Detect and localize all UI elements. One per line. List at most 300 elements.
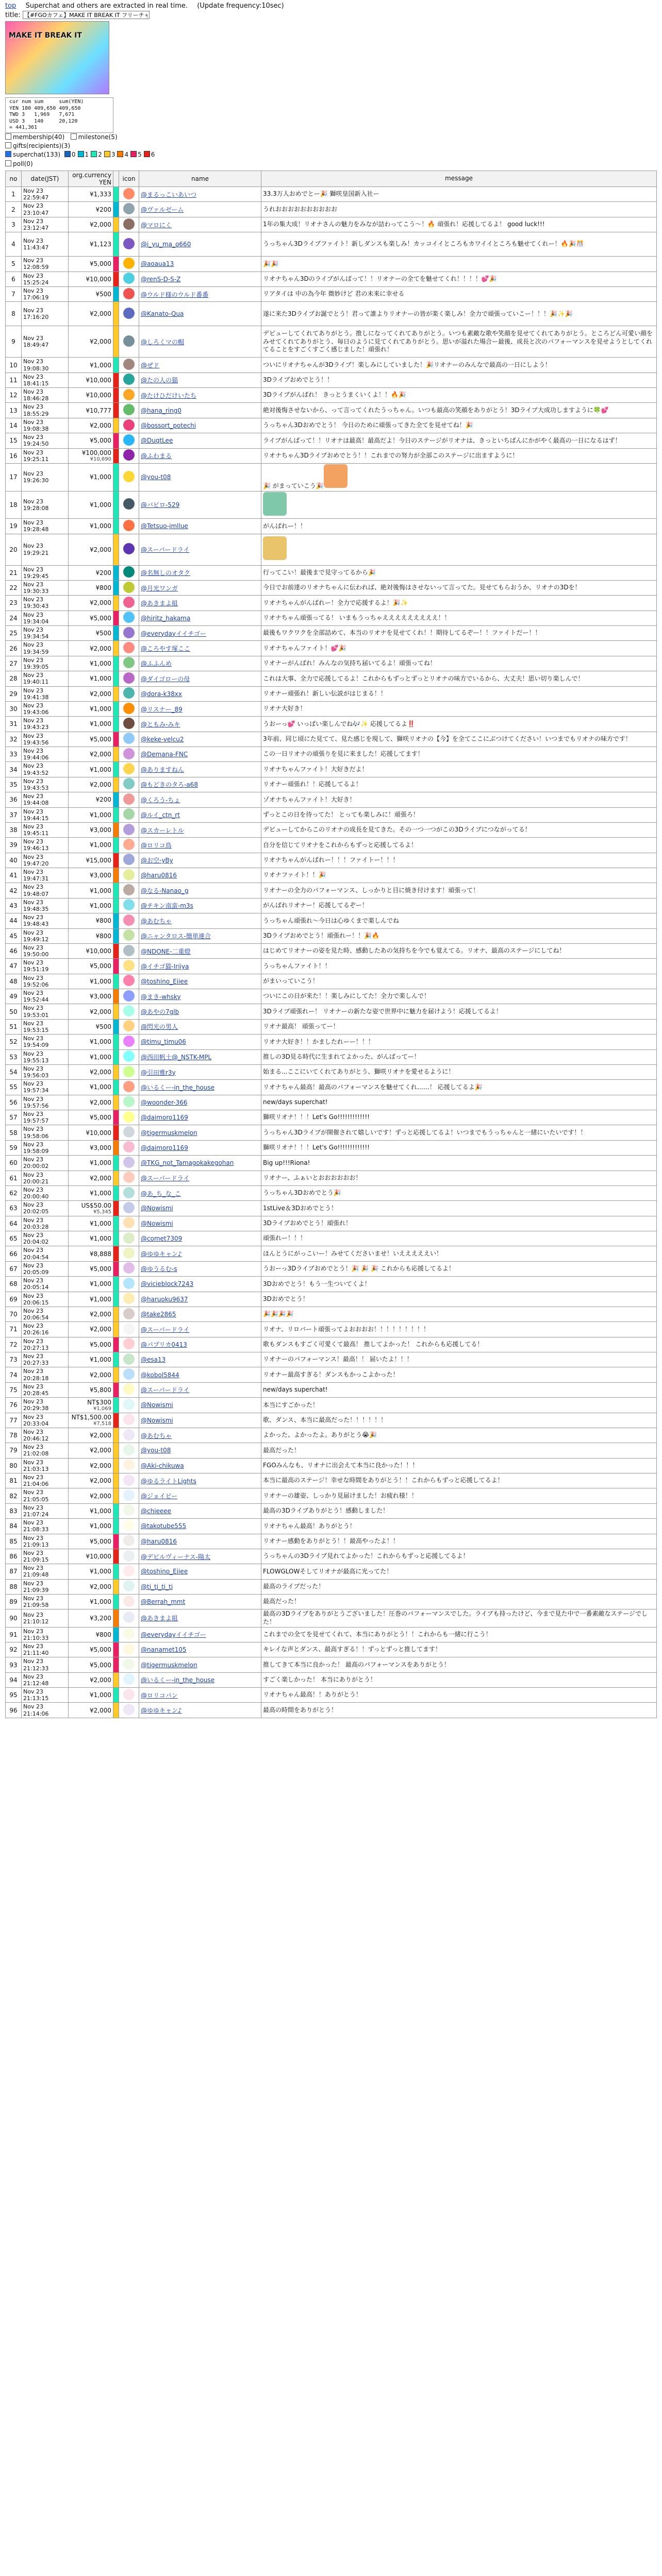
- table-row: [6, 1688, 657, 1703]
- avatar[interactable]: [123, 1096, 135, 1107]
- avatar[interactable]: [123, 308, 135, 319]
- user-name-link[interactable]: @ti_ti_ti_ti: [141, 1583, 173, 1590]
- poll-checkbox[interactable]: [5, 160, 11, 166]
- avatar[interactable]: [123, 672, 135, 684]
- avatar[interactable]: [123, 612, 135, 623]
- row-date: Nov 23 19:08:30: [22, 358, 69, 372]
- user-name-link[interactable]: @スカーレトル: [141, 826, 184, 834]
- user-name-link[interactable]: @スーパードライ: [141, 1175, 190, 1182]
- avatar[interactable]: [123, 389, 135, 400]
- avatar[interactable]: [123, 960, 135, 971]
- row-message: [261, 358, 657, 372]
- avatar[interactable]: [123, 975, 135, 986]
- user-name-link[interactable]: @Kanato-Qua: [141, 310, 184, 318]
- avatar[interactable]: [123, 687, 135, 699]
- user-name-link[interactable]: @ダイゴローの母: [141, 675, 190, 683]
- superchat-level-1-checkbox[interactable]: [78, 151, 84, 157]
- user-name-link[interactable]: @あきまよ組: [141, 599, 178, 607]
- row-message: [261, 883, 657, 898]
- row-name-cell: [139, 1534, 261, 1549]
- user-name-link[interactable]: @TKG_not_Tamagokakegohan: [141, 1159, 234, 1167]
- superchat-level-6-checkbox[interactable]: [144, 151, 150, 157]
- row-message: [261, 1503, 657, 1518]
- col-date[interactable]: date(JST): [22, 171, 69, 187]
- milestone-checkbox[interactable]: [71, 133, 77, 140]
- user-name-link[interactable]: @閃光の男人: [141, 1023, 178, 1031]
- avatar[interactable]: [123, 793, 135, 805]
- user-name-link[interactable]: @ともみ-みキ: [141, 720, 180, 728]
- row-icon-cell: [119, 372, 139, 387]
- amount-original: ¥2,000: [90, 1069, 111, 1076]
- table-row: [6, 1413, 657, 1428]
- row-date: Nov 23 20:00:40: [22, 1185, 69, 1200]
- user-name-link[interactable]: @ゆるライトLights: [141, 1477, 196, 1485]
- avatar[interactable]: [123, 1612, 135, 1623]
- avatar[interactable]: [123, 434, 135, 446]
- amount-original: ¥2,000: [90, 1371, 111, 1379]
- amount-original: ¥1,000: [90, 1159, 111, 1167]
- user-name-link[interactable]: @tigermuskmelon: [141, 1129, 197, 1137]
- avatar[interactable]: [123, 929, 135, 941]
- user-name-link[interactable]: @Nowismi: [141, 1219, 173, 1227]
- tier-color-bar: [113, 928, 119, 943]
- avatar[interactable]: [123, 1565, 135, 1577]
- user-name-link[interactable]: @いるくー-in_the_house: [141, 1083, 215, 1091]
- user-name-link[interactable]: @ジョイピー: [141, 1493, 178, 1500]
- amount-original: ¥2,000: [90, 1492, 111, 1500]
- avatar[interactable]: [123, 1050, 135, 1062]
- user-name-link[interactable]: @たけひだけいたち: [141, 392, 197, 399]
- user-name-link[interactable]: @ふふんめ: [141, 660, 172, 668]
- amount-original: ¥15,000: [86, 856, 111, 864]
- user-name-link[interactable]: @haru0816: [141, 872, 177, 879]
- table-row: [6, 1049, 657, 1064]
- avatar[interactable]: [123, 1278, 135, 1289]
- row-amount: [69, 1049, 113, 1064]
- row-number: 57: [6, 1110, 22, 1125]
- avatar[interactable]: [123, 1429, 135, 1440]
- superchat-level-0-checkbox[interactable]: [64, 151, 71, 157]
- avatar[interactable]: [123, 839, 135, 850]
- row-name-cell: [139, 1413, 261, 1428]
- user-name-link[interactable]: @kobol5844: [141, 1371, 179, 1379]
- user-name-link[interactable]: @ありますねん: [141, 766, 185, 774]
- amount-original: ¥1,000: [90, 705, 111, 713]
- user-name-link[interactable]: @Aki-chikuwa: [141, 1462, 184, 1469]
- user-name-link[interactable]: @timu_timu06: [141, 1038, 186, 1046]
- row-amount: [69, 822, 113, 837]
- superchat-level-3-checkbox[interactable]: [104, 151, 110, 157]
- table-row: [6, 943, 657, 958]
- user-name-link[interactable]: @ゆうるむ-s: [141, 1265, 177, 1273]
- amount-original: ¥200: [95, 569, 111, 577]
- user-name-link[interactable]: @Berrah_mmt: [141, 1598, 186, 1606]
- user-name-link[interactable]: @マロにく: [141, 221, 172, 229]
- user-name-link[interactable]: @ウルド様のウルド番番: [141, 291, 209, 298]
- avatar[interactable]: [123, 733, 135, 744]
- amount-original: ¥1,000: [90, 766, 111, 773]
- avatar[interactable]: [123, 597, 135, 608]
- avatar[interactable]: [123, 449, 135, 461]
- avatar[interactable]: [123, 1293, 135, 1304]
- stats-head-num: num: [22, 99, 31, 105]
- col-amount[interactable]: org.currency YEN: [69, 171, 113, 187]
- avatar[interactable]: [123, 1459, 135, 1470]
- user-name-link[interactable]: @くろう-ちょ: [141, 796, 180, 804]
- avatar[interactable]: [123, 1383, 135, 1395]
- avatar[interactable]: [123, 288, 135, 299]
- user-name-link[interactable]: @しろくマの帽: [141, 338, 185, 346]
- user-name-link[interactable]: @たの人の猫: [141, 377, 178, 384]
- user-name-link[interactable]: @引田雅r3y: [141, 1069, 176, 1076]
- user-name-link[interactable]: @ふわまる: [141, 452, 172, 460]
- row-icon-cell: [119, 1035, 139, 1049]
- table-row: [6, 326, 657, 358]
- row-amount: [69, 1125, 113, 1140]
- avatar[interactable]: [123, 1580, 135, 1591]
- user-name-link[interactable]: @スーパードライ: [141, 1326, 190, 1333]
- user-name-link[interactable]: @ロリコパン: [141, 1691, 178, 1699]
- avatar[interactable]: [123, 778, 135, 789]
- row-name-cell: [139, 1049, 261, 1064]
- user-name-link[interactable]: @ぜド: [141, 362, 160, 369]
- user-name-link[interactable]: @ニャンタロス-簡単連合: [141, 933, 211, 940]
- avatar[interactable]: [123, 471, 135, 482]
- avatar[interactable]: [123, 258, 135, 269]
- superchat-checkbox[interactable]: [5, 151, 11, 157]
- avatar[interactable]: [123, 543, 135, 554]
- tier-color-bar: [113, 792, 119, 807]
- row-number: 68: [6, 1277, 22, 1292]
- avatar[interactable]: [123, 1005, 135, 1016]
- avatar[interactable]: [123, 1444, 135, 1455]
- user-name-link[interactable]: @esa13: [141, 1356, 166, 1364]
- avatar[interactable]: [123, 718, 135, 729]
- avatar[interactable]: [123, 1217, 135, 1228]
- avatar[interactable]: [123, 1673, 135, 1685]
- avatar[interactable]: [123, 1689, 135, 1700]
- message-text: new/days superchat!: [263, 1098, 328, 1106]
- user-name-link[interactable]: @woonder-366: [141, 1098, 188, 1106]
- avatar[interactable]: [123, 763, 135, 774]
- user-name-link[interactable]: @you-t08: [141, 473, 171, 481]
- user-name-link[interactable]: @あむちゃ: [141, 1432, 172, 1439]
- user-name-link[interactable]: @ヴァルゼーム: [141, 206, 184, 214]
- user-name-link[interactable]: @haru0816: [141, 1537, 177, 1545]
- avatar[interactable]: [123, 1141, 135, 1153]
- user-name-link[interactable]: @hiritz_hakama: [141, 614, 191, 622]
- avatar[interactable]: [123, 1020, 135, 1031]
- avatar[interactable]: [123, 1066, 135, 1077]
- avatar[interactable]: [123, 520, 135, 531]
- avatar[interactable]: [123, 419, 135, 431]
- row-name-cell: [139, 1703, 261, 1718]
- row-icon-cell: [119, 611, 139, 625]
- avatar[interactable]: [123, 1475, 135, 1486]
- user-name-link[interactable]: @バビロ-529: [141, 501, 180, 509]
- user-name-link[interactable]: @いるくー-in_the_house: [141, 1676, 215, 1684]
- avatar[interactable]: [123, 1126, 135, 1138]
- amount-original: ¥1,000: [90, 522, 111, 530]
- amount-original: ¥1,000: [90, 1598, 111, 1606]
- avatar[interactable]: [123, 1414, 135, 1425]
- message-text: 歌、ダンス、本当に最高だった！！！！！！: [263, 1416, 387, 1423]
- message-text: リオナーがんばれ！みんなの気持ち届いてるよ！頑張ってね！: [263, 659, 436, 667]
- user-name-link[interactable]: @tigermuskmelon: [141, 1661, 197, 1669]
- table-row: [6, 1110, 657, 1125]
- avatar[interactable]: [123, 1658, 135, 1670]
- user-name-link[interactable]: @aoaua13: [141, 260, 174, 268]
- row-message: [261, 1382, 657, 1397]
- row-icon-cell: [119, 1261, 139, 1276]
- avatar[interactable]: [123, 582, 135, 593]
- user-name-link[interactable]: @ゆゆキャン♪: [141, 1250, 182, 1258]
- row-icon-cell: [119, 1595, 139, 1609]
- user-name-link[interactable]: @ルイ_ctn_rt: [141, 811, 180, 819]
- user-name-link[interactable]: @Nowismi: [141, 1416, 173, 1424]
- avatar[interactable]: [123, 1157, 135, 1168]
- tier-color-bar: [113, 1642, 119, 1657]
- row-date: Nov 23 19:47:20: [22, 853, 69, 868]
- user-name-link[interactable]: @あきまよ組: [141, 1615, 178, 1622]
- user-name-link[interactable]: @vicieblock7243: [141, 1280, 194, 1288]
- user-name-link[interactable]: @Nowismi: [141, 1401, 173, 1409]
- avatar[interactable]: [123, 218, 135, 230]
- user-name-link[interactable]: @takotube555: [141, 1522, 187, 1530]
- row-number: 62: [6, 1185, 22, 1200]
- row-message: [261, 1428, 657, 1443]
- row-message: [261, 565, 657, 580]
- avatar[interactable]: [123, 1353, 135, 1365]
- avatar[interactable]: [123, 1489, 135, 1501]
- user-name-link[interactable]: @名無しのオタク: [141, 569, 191, 577]
- superchat-level-4-checkbox[interactable]: [117, 151, 123, 157]
- user-name-link[interactable]: @あやの7glb: [141, 1008, 179, 1016]
- user-name-link[interactable]: @daimoro1169: [141, 1114, 188, 1122]
- superchat-level-5-checkbox[interactable]: [130, 151, 137, 157]
- row-number: 21: [6, 565, 22, 580]
- membership-checkbox[interactable]: [5, 133, 11, 140]
- avatar[interactable]: [123, 1643, 135, 1655]
- row-icon-cell: [119, 286, 139, 301]
- title-input[interactable]: [23, 11, 150, 19]
- row-date: Nov 23 19:46:13: [22, 838, 69, 853]
- user-name-link[interactable]: @スーパードライ: [141, 546, 190, 553]
- avatar[interactable]: [123, 1596, 135, 1607]
- avatar[interactable]: [123, 945, 135, 956]
- row-number: 53: [6, 1049, 22, 1064]
- user-name-link[interactable]: @everydayイイチゴー: [141, 630, 206, 637]
- row-number: 59: [6, 1140, 22, 1155]
- user-name-link[interactable]: @まるっこいあいつ: [141, 191, 197, 198]
- avatar[interactable]: [123, 1368, 135, 1380]
- avatar[interactable]: [123, 990, 135, 1002]
- row-name-cell: [139, 838, 261, 853]
- avatar[interactable]: [123, 824, 135, 835]
- avatar[interactable]: [123, 657, 135, 668]
- avatar[interactable]: [123, 1262, 135, 1274]
- avatar[interactable]: [123, 238, 135, 249]
- user-name-link[interactable]: @toshino_Eiiee: [141, 1568, 188, 1575]
- avatar[interactable]: [123, 374, 135, 385]
- col-name[interactable]: name: [139, 171, 261, 187]
- table-row: [6, 388, 657, 403]
- row-date: Nov 23 23:10:47: [22, 202, 69, 217]
- row-icon-cell: [119, 626, 139, 641]
- row-name-cell: [139, 641, 261, 656]
- avatar[interactable]: [123, 1550, 135, 1562]
- col-no[interactable]: no: [6, 171, 22, 187]
- table-row: [6, 1352, 657, 1367]
- avatar[interactable]: [123, 1308, 135, 1319]
- top-link[interactable]: top: [5, 2, 16, 10]
- avatar[interactable]: [123, 1323, 135, 1334]
- avatar[interactable]: [123, 359, 135, 370]
- avatar[interactable]: [123, 1111, 135, 1123]
- amount-original: ¥10,000: [86, 376, 111, 384]
- avatar[interactable]: [123, 1504, 135, 1516]
- user-name-link[interactable]: @Demana-FNC: [141, 751, 188, 758]
- avatar[interactable]: [123, 1187, 135, 1198]
- user-name-link[interactable]: @パプリカ0413: [141, 1341, 187, 1349]
- user-name-link[interactable]: @dora-k38xx: [141, 690, 182, 698]
- avatar[interactable]: [123, 1232, 135, 1244]
- avatar[interactable]: [123, 914, 135, 926]
- avatar[interactable]: [123, 703, 135, 714]
- user-name-link[interactable]: @haruoku9637: [141, 1295, 188, 1303]
- avatar[interactable]: [123, 884, 135, 895]
- user-name-link[interactable]: @renS-D-S-Z: [141, 275, 181, 283]
- table-row: [6, 463, 657, 491]
- avatar[interactable]: [123, 1338, 135, 1349]
- message-text: 3Dおめでとう！もう一生ついてくよ！: [263, 1280, 371, 1287]
- avatar[interactable]: [123, 1704, 135, 1715]
- user-name-link[interactable]: @まき-whsky: [141, 993, 181, 1001]
- user-name-link[interactable]: @i_yu_ma_o660: [141, 241, 191, 248]
- user-name-link[interactable]: @Nowismi: [141, 1205, 173, 1212]
- row-number: 33: [6, 747, 22, 762]
- avatar[interactable]: [123, 566, 135, 578]
- row-name-cell: [139, 1292, 261, 1307]
- row-name-cell: [139, 1382, 261, 1397]
- table-row: [6, 1672, 657, 1687]
- user-name-link[interactable]: @DuqtLee: [141, 437, 173, 445]
- row-icon-cell: [119, 1503, 139, 1518]
- user-name-link[interactable]: @nanamet105: [141, 1646, 187, 1654]
- user-name-link[interactable]: @bossort_potechi: [141, 422, 196, 429]
- row-message: [261, 611, 657, 625]
- user-name-link[interactable]: @イチゴ猫-Iriiya: [141, 962, 189, 970]
- avatar[interactable]: [123, 1081, 135, 1092]
- user-name-link[interactable]: @デビルヴィーナス-陽太: [141, 1553, 211, 1561]
- message-text: リオナーのパフォーマンス！最高！！ 届いたよ！！！: [263, 1355, 413, 1363]
- avatar[interactable]: [123, 335, 135, 347]
- avatar[interactable]: [123, 1399, 135, 1410]
- user-name-link[interactable]: @お空-yBy: [141, 857, 173, 865]
- user-name-link[interactable]: @Tetsuo-jmllue: [141, 522, 188, 530]
- user-name-link[interactable]: @リスナー_89: [141, 705, 183, 713]
- avatar[interactable]: [123, 642, 135, 653]
- user-name-link[interactable]: @you-t08: [141, 1447, 171, 1454]
- col-message[interactable]: message: [261, 171, 657, 187]
- message-text: リオナ、リロバート頑張ってよおおおお！！！！！！！！！: [263, 1325, 430, 1333]
- avatar[interactable]: [123, 203, 135, 214]
- user-name-link[interactable]: @toshino_Eiiee: [141, 977, 188, 985]
- filter-line-2: [5, 142, 657, 150]
- avatar[interactable]: [123, 854, 135, 865]
- avatar[interactable]: [123, 498, 135, 510]
- user-name-link[interactable]: @hana_ring0: [141, 406, 182, 414]
- avatar[interactable]: [123, 1172, 135, 1183]
- row-icon-cell: [119, 1488, 139, 1503]
- user-name-link[interactable]: @もどきのタろ-a68: [141, 781, 198, 789]
- user-name-link[interactable]: @chieeee: [141, 1507, 172, 1515]
- avatar[interactable]: [123, 188, 135, 199]
- table-row: [6, 1277, 657, 1292]
- superchat-level-filters: [62, 151, 155, 158]
- avatar[interactable]: [123, 404, 135, 415]
- row-number: 2: [6, 202, 22, 217]
- user-name-link[interactable]: @あむちゃ: [141, 917, 172, 925]
- user-name-link[interactable]: @keke-velcu2: [141, 735, 184, 743]
- gifts-checkbox[interactable]: [5, 142, 11, 148]
- row-name-cell: [139, 1564, 261, 1579]
- amount-original: ¥2,000: [90, 221, 111, 228]
- avatar[interactable]: [123, 899, 135, 910]
- user-name-link[interactable]: @everydayイイチゴー: [141, 1631, 206, 1639]
- message-text: リオナちゃん3Dのライブがんばって！！リオナーの全てを魅せてくれ！！！！💕🎉: [263, 275, 497, 282]
- user-name-link[interactable]: @take2865: [141, 1311, 176, 1318]
- row-amount: [69, 1458, 113, 1473]
- avatar[interactable]: [123, 748, 135, 759]
- avatar[interactable]: [123, 1202, 135, 1213]
- superchat-level-2-checkbox[interactable]: [91, 151, 97, 157]
- user-name-link[interactable]: @なる-Nanao_g: [141, 887, 189, 895]
- avatar[interactable]: [123, 273, 135, 284]
- row-name-cell: [139, 463, 261, 491]
- user-name-link[interactable]: @西田帆士@_NSTK-MPL: [141, 1054, 212, 1061]
- user-name-link[interactable]: @チキン南蛮-m3s: [141, 902, 193, 910]
- row-date: Nov 23 20:06:15: [22, 1292, 69, 1307]
- user-name-link[interactable]: @comet7309: [141, 1235, 183, 1243]
- avatar[interactable]: [123, 1247, 135, 1259]
- user-name-link[interactable]: @スーパードライ: [141, 1386, 190, 1394]
- tier-color-bar: [113, 580, 119, 595]
- avatar[interactable]: [123, 1036, 135, 1047]
- user-name-link[interactable]: @あ_ち_な_こ: [141, 1190, 181, 1197]
- table-row: [6, 701, 657, 716]
- avatar[interactable]: [123, 1520, 135, 1531]
- avatar[interactable]: [123, 1535, 135, 1546]
- row-number: 12: [6, 388, 22, 403]
- row-icon-cell: [119, 1382, 139, 1397]
- user-name-link[interactable]: @月光ワンガ: [141, 584, 178, 592]
- table-row: [6, 187, 657, 202]
- message-text: 最高の3Dライブありがとう！感動しました！: [263, 1507, 389, 1515]
- tier-color-bar: [113, 232, 119, 257]
- user-name-link[interactable]: @daimoro1169: [141, 1144, 188, 1151]
- avatar[interactable]: [123, 627, 135, 638]
- user-name-link[interactable]: @NDONE-二重燈: [141, 947, 191, 955]
- user-name-link[interactable]: @ロリコ鳥: [141, 841, 172, 849]
- avatar[interactable]: [123, 869, 135, 880]
- row-number: 39: [6, 838, 22, 853]
- avatar[interactable]: [123, 1628, 135, 1639]
- stats-cell: 140: [34, 118, 44, 124]
- user-name-link[interactable]: @ころやす塚ここ: [141, 645, 191, 653]
- avatar[interactable]: [123, 808, 135, 820]
- user-name-link[interactable]: @ゆゆキャン♪: [141, 1707, 182, 1715]
